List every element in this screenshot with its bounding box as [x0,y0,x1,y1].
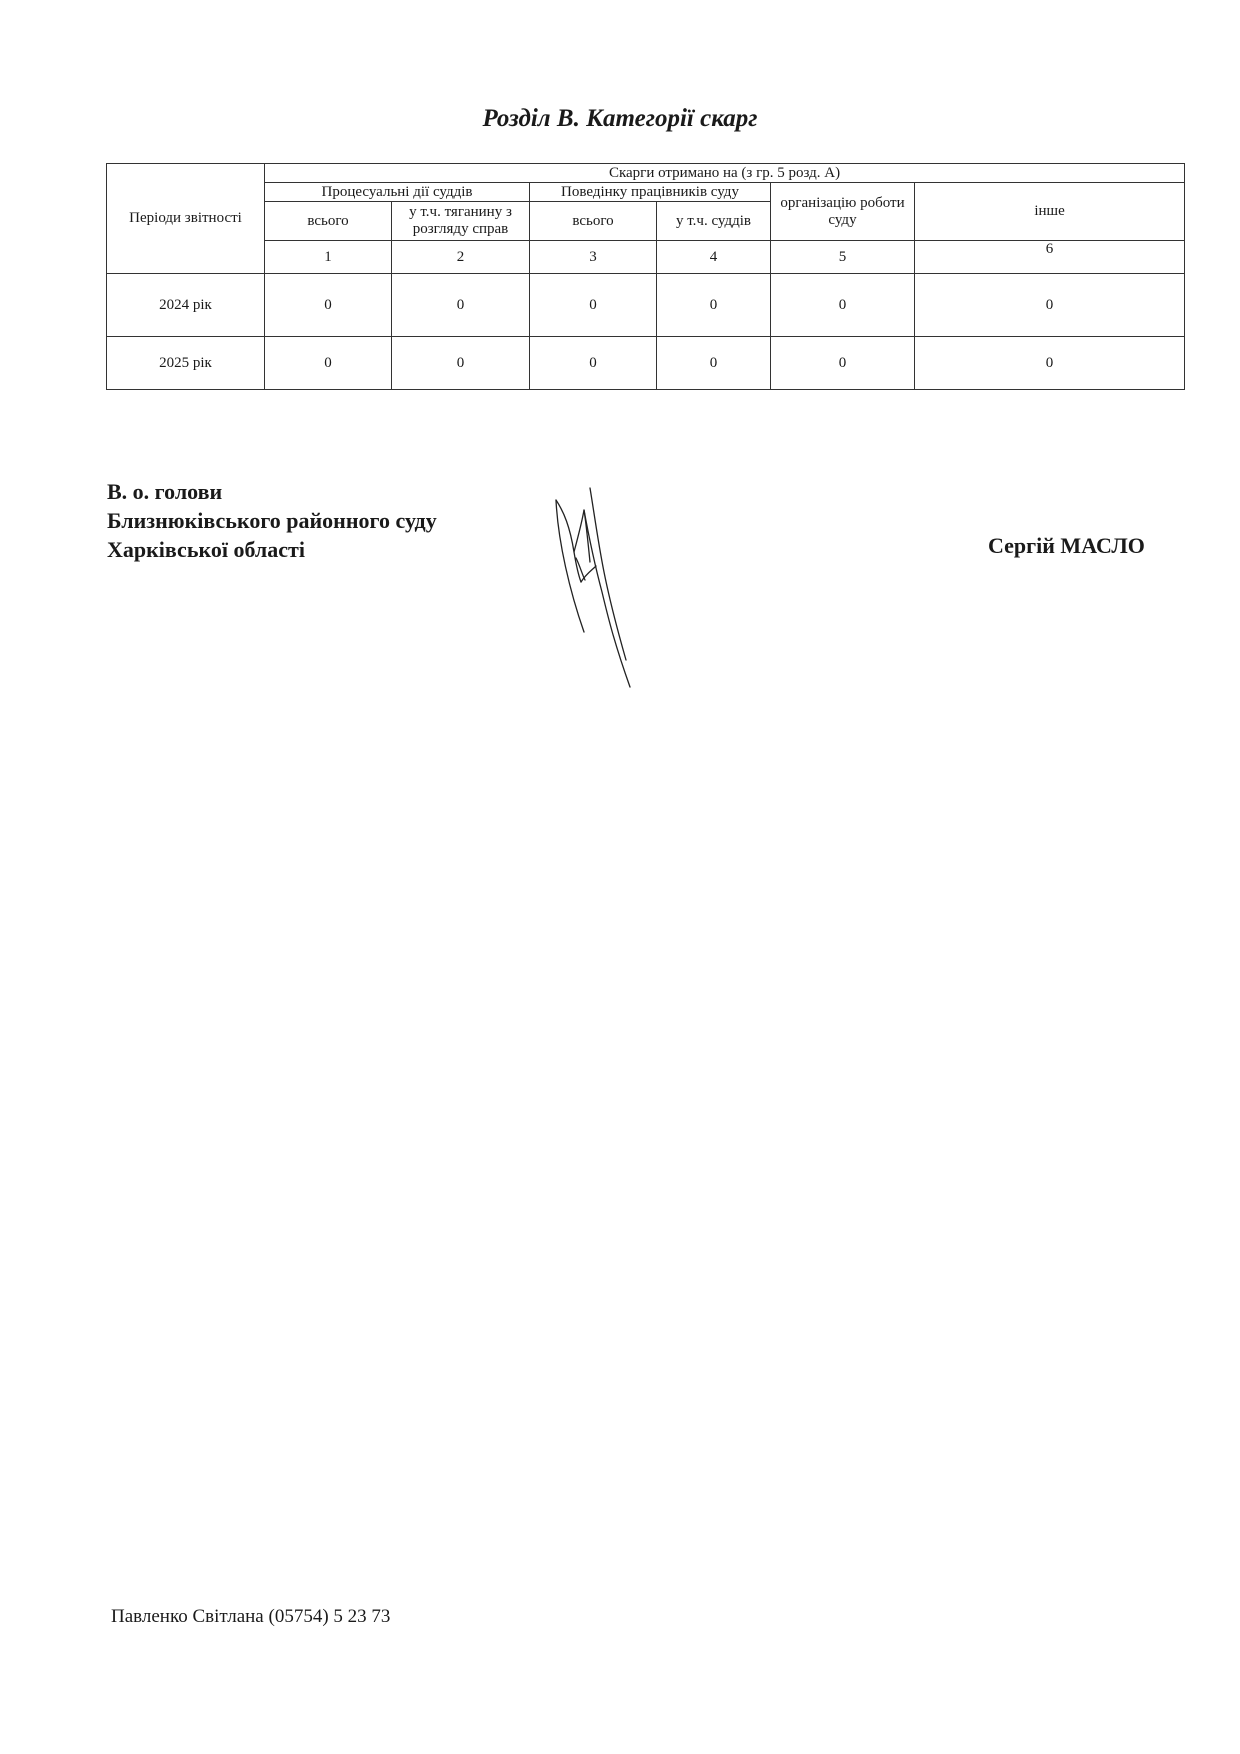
period-cell: 2025 рік [107,337,265,390]
value-cell: 0 [915,337,1185,390]
value-cell: 0 [771,337,915,390]
complaints-table [106,163,1185,390]
value-cell: 0 [657,337,771,390]
column-number: 4 [657,241,771,274]
value-cell: 0 [915,274,1185,337]
value-cell: 0 [265,274,392,337]
handwritten-signature [548,482,638,697]
signatory-region: Харківської області [107,537,305,562]
value-cell: 0 [771,274,915,337]
signatory-title-block [107,477,437,564]
column-number: 1 [265,241,392,274]
table-row [107,337,1185,390]
value-cell: 0 [392,274,530,337]
signatory-position: В. о. голови [107,479,223,504]
procedural-header: Процесуальні дії суддів [265,183,530,202]
col-total-conduct: всього [530,202,657,241]
period-cell: 2024 рік [107,274,265,337]
header-row-group [107,164,1185,183]
group-header: Скарги отримано на (з гр. 5 розд. А) [265,164,1185,183]
period-header: Періоди звітності [107,164,265,274]
column-number: 2 [392,241,530,274]
column-number-row [107,241,1185,274]
signatory-name: Сергій МАСЛО [988,533,1145,558]
table-row [107,274,1185,337]
value-cell: 0 [657,274,771,337]
column-number: 3 [530,241,657,274]
column-number: 5 [771,241,915,274]
header-row-categories [107,183,1185,202]
value-cell: 0 [530,274,657,337]
value-cell: 0 [392,337,530,390]
contact-info: Павленко Світлана (05754) 5 23 73 [111,1606,391,1627]
column-number: 6 [915,241,1185,274]
organization-header: організацію роботи суду [771,183,915,241]
col-delay: у т.ч. тяганину з розгляду справ [392,202,530,241]
conduct-header: Поведінку працівників суду [530,183,771,202]
value-cell: 0 [265,337,392,390]
value-cell: 0 [530,337,657,390]
col-total-procedural: всього [265,202,392,241]
section-title: Розділ В. Категорії скарг [482,105,758,132]
signatory-court: Близнюківського районного суду [107,508,437,533]
col-judges: у т.ч. суддів [657,202,771,241]
other-header: інше [915,183,1185,241]
